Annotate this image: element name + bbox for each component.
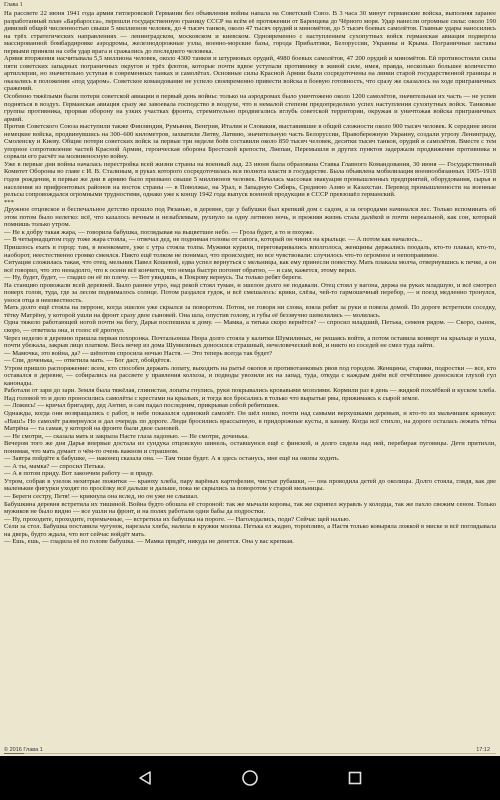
reading-progress-bar	[4, 753, 496, 754]
text-paragraph: Мать долго ещё стояла на перроне, когда эшелон уже скрылся за поворотом. Потом, не говоря ни слова, взяла ребят за руки и повела домой. По дороге встретили соседку, тётку Матрёну, у которой ушли на фронт сразу двое сыновей. Она шла, опустив голову, и губы её беззвучно шевелились — молилась.	[4, 304, 496, 319]
text-paragraph: Особенно тяжёлыми были потери советской авиации в первый день войны: только на аэродромах было уничтожено около 1200 самолётов, значительная их часть — не успев подняться в воздух. Германская авиация сразу же завоевала господство в воздухе, что в немалой степени предопределило успех наступления сухопутных войск. Танковые группы противника, прорвав оборону на узких участках фронта, стремительно продвигались вглубь советской территории, окружая и уничтожая войска приграничных армий.	[4, 93, 496, 123]
page-footer	[0, 744, 500, 756]
text-paragraph: На рассвете 22 июня 1941 года армия гитлеровской Германии без объявления войны напала на Советский Союз. В 3 часа 30 минут германские войска, выполняя заранее разработанный план «Барбаросса», перешли государственную границу СССР на всём её протяжении от Баренцева до Чёрного моря. Удар нанесли огромные силы: около 190 дивизий общей численностью свыше 5 миллионов человек, до 4 тысяч танков, около 47 тысяч орудий и миномётов, до 5 тысяч боевых самолётов. Главные удары наносились на трёх стратегических направлениях — ленинградском, московском и киевском. Одновременно с наступлением сухопутных войск германская авиация подвергла массированной бомбардировке аэродромы, железнодорожные узлы, военно-морские базы, города Прибалтики, Белоруссии, Украины и Крыма. Пограничные заставы первыми приняли на себя удар врага и сражались до последнего человека.	[4, 10, 496, 55]
home-button[interactable]	[230, 764, 270, 792]
text-paragraph: Через неделю в деревню пришла первая похоронка. Почтальонша Нюра долго стояла у калитки Шумилиных, не решаясь войти, а потом оставила конверт на крыльце и ушла, почти убежала, закрыв лицо платком. Весь вечер из дома Шумилиных доносился страшный, нечеловеческий вой, и никто из соседей не смел туда зайти.	[4, 334, 496, 350]
text-paragraph: — Спи, доченька, — ответила мать. — Бог даст, обойдётся.	[4, 357, 172, 365]
system-navigation-bar	[0, 756, 500, 800]
text-paragraph: Сели за стол. Бабушка поставила чугунок, нарезала хлеба, налила в кружки молока. Петька ел жадно, торопливо, а Настя только ковыряла ложкой в миске и всё поглядывала на дверь, будто ждала, что вот сейчас войдёт мать.	[4, 523, 496, 538]
book-text	[4, 10, 496, 744]
back-triangle-icon	[136, 769, 154, 787]
text-paragraph: Ситуация сложилась такая, что отец, мельник Павел Кошевой, едва успел вернуться с мельницы, как ему принесли повестку. Мать плакала молча, отвернувшись к печке, а он всё говорил, что это ненадолго, что к осени всё кончится, что немца быстро погонят обратно, — и сам, кажется, этому верил.	[4, 259, 496, 274]
back-button[interactable]	[125, 764, 165, 792]
text-paragraph: На станцию провожали всей деревней. Было раннее утро, над рекой стоял туман, и эшелон долго не подавали. Отец стоял у вагона, держа на руках младшую, и всё смотрел поверх голов, туда, где за лесом поднималось солнце. Потом раздался гудок, и всё смешалось: крики, слёзы, чей-то гармошечный перебор, — и поезд медленно тронулся, унося отца в неизвестность.	[4, 281, 496, 304]
text-paragraph: Однажды, когда они возвращались с работ, в небе показался одинокий самолёт. Он шёл низко, почти над самыми верхушками деревьев, и кто-то из мальчишек крикнул: «Наш!» Но самолёт развернулся и дал очередь по дороге. Люди бросились врассыпную, в придорожные кусты, в канаву. Когда всё стихло, на дороге осталась лежать тётка Матрёна — та самая, у которой на фронте были двое сыновей.	[4, 409, 496, 433]
text-paragraph: — Ну, проходите, проходите, горемычные, — встретила их бабушка на пороге. — Наголодались, поди? Сейчас щей налью.	[4, 515, 351, 523]
text-paragraph: Утром пришло распоряжение: всем, кто способен держать лопату, выходить на рытьё окопов и противотанковых рвов под городом. Женщины, старики, подростки — все, кто оставался в деревне, — собирались на рассвете у правления колхоза, и подводы увозили их на запад, туда, откуда с каждым днём всё отчётливее доносился глухой гул канонады.	[4, 364, 496, 387]
footer-clock: 17:12	[476, 747, 490, 753]
home-circle-icon	[240, 768, 260, 788]
text-paragraph: — В четырнадцатом году тоже жара стояла, — отвечал дед, не поднимая головы от сапога, который он чинил на крыльце. — А потом как началось...	[4, 236, 423, 244]
text-paragraph: Дружное отцовское и беспечальное детство прошло под Рязанью, в деревне, где у бабушки был крепкий дом с садом, а за огородами начинался лес. Только вспоминать об этом потом было нелегко: всё, что казалось вечным и незыблемым, рухнуло за одну летнюю ночь, и прежняя жизнь стала далёкой и почти нереальной, как сон, который помнишь только утром.	[4, 206, 496, 229]
text-paragraph: Пришлось ехать в город: там, в военкомате, уже с утра стояла толпа. Мужики курили, переговаривались вполголоса, женщины держались поодаль, кто-то плакал, кто-то, наоборот, неестественно громко смеялся. Никто ещё толком не понимал, что происходит, но все чувствовали: случилось что-то огромное и непоправимое.	[4, 243, 496, 259]
text-paragraph: — Ложись! — кричал бригадир, дед Антип, и сам падал последним, прикрывая собой ребятишек.	[4, 402, 280, 410]
text-paragraph: — Ешь, ешь, — гладила её по голове бабушка. — Мамка придёт, никуда не денется. Она у вас крепкая.	[4, 538, 294, 546]
text-paragraph: Вечером того же дня Дарья впервые достала из сундука отцовскую шинель, оставшуюся ещё с финской, и долго сидела над ней, перебирая пуговицы. Дети притихли, понимая, что мать думает о чём-то очень важном и страшном.	[4, 440, 496, 455]
text-paragraph: Армия вторжения насчитывала 5,5 миллиона человек, около 4300 танков и штурмовых орудий, 4980 боевых самолётов, 47 200 орудий и миномётов. Ей противостояли силы пяти советских западных пограничных округов и трёх флотов, которые почти вдвое уступали противнику в живой силе, имея, правда, несколько большее количество артиллерии, но значительно уступая в современных танках и самолётах. Основные силы Красной Армии были сосредоточены на линии старой государственной границы и оказались в положении «под ударом». Советское командование не успело своевременно привести войска в боевую готовность, что сразу же сказалось на ходе приграничных сражений.	[4, 55, 496, 93]
chapter-title: Глава 1	[4, 2, 23, 8]
text-paragraph: Одна тяжело работающей ногой почти на бегу, Дарья поспешила к дому. — Мамка, а тятька скоро вернётся? — спросил младший, Петька, семеня рядом. — Скоро, сынок, скоро, — ответила она, и голос её дрогнул.	[4, 319, 496, 334]
text-paragraph: Утром, собрав в узелок нехитрые пожитки — краюху хлеба, пару варёных картофелин, чистые рубашки, — она проводила детей до околицы. Долго стояла, глядя, как две маленькие фигурки уходят по просёлку всё дальше и дальше, пока не скрылись за поворотом у старой мельницы.	[4, 477, 496, 493]
text-paragraph: — Ну, будет, будет, — гладил он её по плечу. — Вот увидишь, к Покрову вернусь. Ты только ребят береги.	[4, 274, 303, 282]
recent-apps-button[interactable]	[335, 764, 375, 792]
text-paragraph: — Не к добру такая жара, — говорила бабушка, поглядывая на выцветшее небо. — Гроза будет, а то и похуже.	[4, 228, 315, 236]
recent-apps-square-icon	[346, 769, 364, 787]
text-paragraph: — А ты, мамка? — спросил Петька.	[4, 462, 106, 470]
reading-progress-fill	[4, 753, 24, 754]
text-paragraph: Против Советского Союза выступили также Финляндия, Румыния, Венгрия, Италия и Словакия, выставившие в общей сложности около 900 тысяч человек. К середине июля немецкие войска, продвинувшись на 300–600 километров, захватили Литву, Латвию, значительную часть Белоруссии, Правобережную Украину, создали угрозу Ленинграду, Смоленску и Киеву. Общие потери советских войск за первые три недели боёв составили около 850 тысяч человек, десятки тысяч танков, орудий и самолётов. Вместе с тем упорное сопротивление частей Красной Армии, героическая оборона Брестской крепости, Лиепаи, Перемышля и других пунктов задержали продвижение противника и сорвали его расчёт на молниеносную войну.	[4, 123, 496, 161]
text-paragraph: Уже в первые дни войны началась перестройка всей жизни страны на военный лад. 23 июня была образована Ставка Главного Командования, 30 июня — Государственный Комитет Обороны во главе с И. В. Сталиным, в руках которого сосредоточилась вся полнота власти в государстве. Была объявлена мобилизация военнообязанных 1905–1918 годов рождения, в первые же дни в армию было призвано свыше 5 миллионов человек. Началась массовая эвакуация промышленных предприятий, оборудования, сырья и населения из прифронтовых районов на восток страны — в Поволжье, на Урал, в Западную Сибирь, Среднюю Азию и Казахстан. Перевод промышленности на военные рельсы сопровождался огромными трудностями, однако уже к концу 1942 года выпуск военной продукции в СССР превзошёл германский.	[4, 160, 496, 199]
text-paragraph: — Завтра пойдёте к бабушке, — наконец сказала она. — Там тише будет. А я здесь останусь, мне ещё на окопы ходить.	[4, 455, 340, 463]
text-paragraph: — Мамочка, это война, да? — шёпотом спросила ночью Настя. — Это теперь всегда так будет?	[4, 349, 273, 357]
text-paragraph: — Не смотри, — сказала мать и закрыла Насте глаза ладонью. — Не смотри, доченька.	[4, 432, 249, 440]
footer-book-info: © 2016 Глава 1	[4, 747, 43, 753]
text-paragraph: Бабушкина деревня встретила их тишиной. Война будто обошла её стороной: так же мычали коровы, так же скрипел журавль у колодца, так же пахло свежим сеном. Только мужиков не было видно — все ушли на фронт, и на полях работали одни бабы да подростки.	[4, 500, 496, 516]
text-paragraph: — Береги сестру, Петя! — крикнула она вслед, но он уже не слышал.	[4, 493, 199, 500]
text-paragraph: ***	[4, 198, 14, 206]
text-paragraph: Работали от зари до зари. Земля была тяжёлая, глинистая, лопаты гнулись, руки покрывались кровавыми мозолями. Кормили раз в день — жидкой похлёбкой и куском хлеба. Над головой то и дело проносились самолёты с крестами на крыльях, и тогда все бросались в только что вырытые рвы, прижимаясь к сырой земле.	[4, 387, 496, 402]
text-paragraph: — А я потом приду. Вот закончим работу — и приду.	[4, 470, 154, 478]
